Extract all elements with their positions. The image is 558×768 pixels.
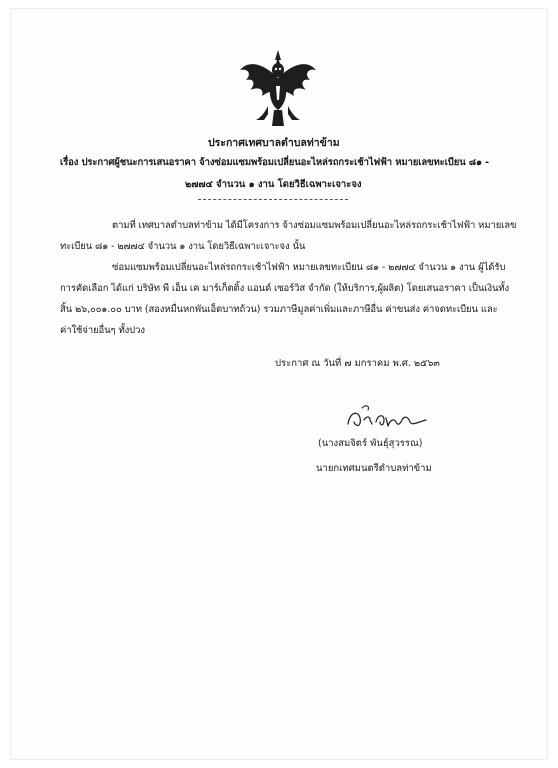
signatory-title: นายกเทศมนตรีตำบลท่าข้าม [316, 463, 432, 474]
paragraph-2-line-4: ค่าใช้จ่ายอื่นๆ ทั้งปวง [60, 325, 145, 336]
signature-icon [340, 402, 436, 436]
signatory-name: (นางสมจิตร์ พันธุ์สุวรรณ) [318, 438, 423, 449]
subject-line-2: ๒๗๗๔ จำนวน ๑ งาน โดยวิธีเฉพาะเจาะจง [185, 179, 362, 190]
paragraph-2-line-1: ซ่อมแซมพร้อมเปลี่ยนอะไหล่รถกระเช้าไฟฟ้า หมายเลขทะเบียน ๘๑ - ๒๗๗๔ จำนวน ๑ งาน ผู้ได้รับ [112, 262, 506, 273]
paragraph-1-line-2: ทะเบียน ๘๑ - ๒๗๗๔ จำนวน ๑ งาน โดยวิธีเฉพาะเจาะจง นั้น [60, 241, 306, 252]
paragraph-2-line-2: การคัดเลือก ได้แก่ บริษัท พี เอ็น เค มาร์เก็ตติ้ง แอนด์ เซอร์วิส จำกัด (ให้บริการ,ผู้ผลิต) โดยเสนอราคา เป็นเงินทั้ง [60, 283, 510, 294]
paragraph-2-line-3: สิ้น ๒๖,๐๐๑.๐๐ บาท (สองหมื่นหกพันเอ็ดบาทถ้วน) รวมภาษีมูลค่าเพิ่มและภาษีอื่น ค่าขนส่ง ค่าจดทะเบียน และ [60, 304, 498, 315]
separator-rule [198, 199, 348, 200]
announcement-date: ประกาศ ณ วันที่ ๗ มกราคม พ.ศ. ๒๕๖๓ [275, 358, 440, 369]
issuer-title: ประกาศเทศบาลตำบลท่าข้าม [208, 137, 340, 149]
subject-line-1: เรื่อง ประกาศผู้ชนะการเสนอราคา จ้างซ่อมแซมพร้อมเปลี่ยนอะไหล่รถกระเช้าไฟฟ้า หมายเลขทะเบียน ๘๑ - [60, 157, 490, 168]
garuda-emblem-icon [238, 48, 318, 130]
paragraph-1-line-1: ตามที่ เทศบาลตำบลท่าข้าม ได้มีโครงการ จ้างซ่อมแซมพร้อมเปลี่ยนอะไหล่รถกระเช้าไฟฟ้า หมายเลข [112, 220, 517, 231]
